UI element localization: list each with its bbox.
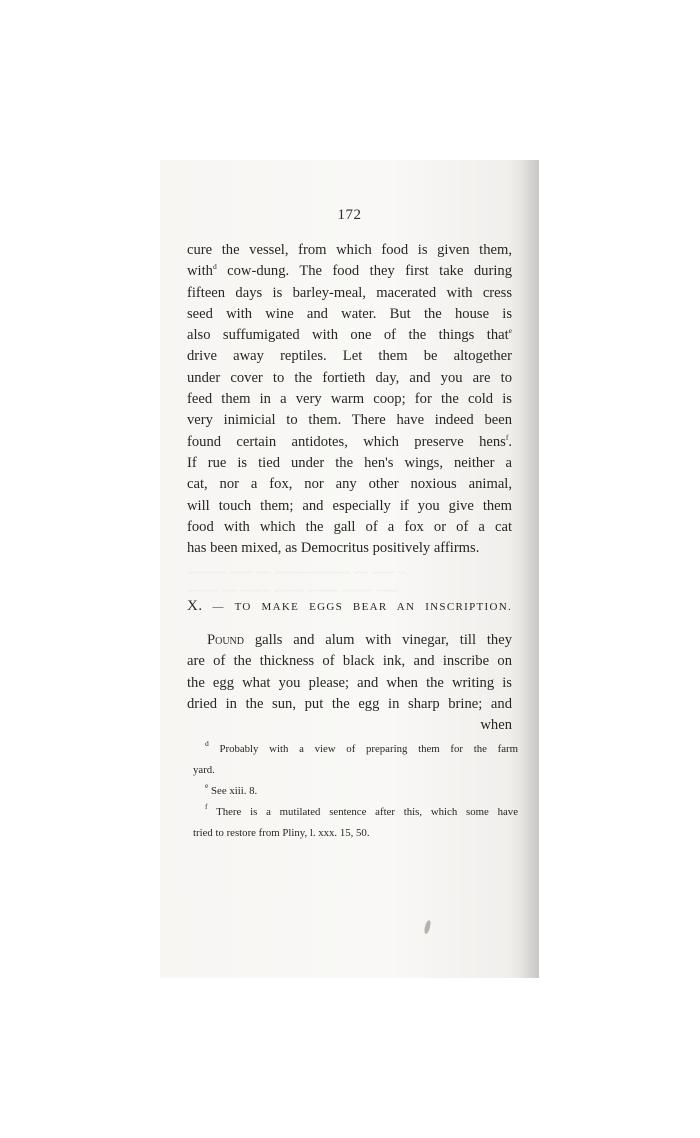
body-line: cat, nor a fox, nor any other noxious animal,: [187, 476, 512, 493]
body-line: feed them in a very warm coop; for the cold is: [187, 391, 512, 408]
footnote-mark-e: e: [508, 326, 512, 336]
bleed-through-text: ~ ~~~ ~~ ~~~~~~~~~~ ~~ ~~~ ~~~~~: [188, 566, 406, 581]
section-first-word: Pound: [207, 632, 245, 648]
body-line: very inimicial to them. There have indeed been: [187, 412, 512, 429]
body-line: drive away reptiles. Let them be altogether: [187, 348, 512, 365]
section-line: are of the thickness of black ink, and inscribe on: [187, 653, 512, 670]
body-line: also suffumigated with one of the things that$^e$: [187, 326, 512, 344]
section-line: dried in the sun, put the egg in sharp brine; and: [187, 695, 512, 712]
body-line: fifteen days is barley-meal, macerated with cress: [187, 284, 512, 301]
section-title: TO MAKE EGGS BEAR AN INSCRIPTION.: [234, 601, 513, 613]
section-line: the egg what you please; and when the writing is: [187, 674, 512, 691]
section-text: [187, 630, 512, 736]
book-page: [160, 160, 539, 978]
body-line: under cover to the fortieth day, and you are to: [187, 369, 512, 386]
section-heading: [187, 596, 512, 616]
body-line: seed with wine and water. But the house is: [187, 305, 512, 322]
footnote-mark-f: f: [505, 432, 509, 442]
section-dash: —: [202, 601, 235, 613]
body-line: food with which the gall of a fox or of a cat: [187, 518, 512, 535]
body-line: cure the vessel, from which food is given them,: [187, 242, 512, 258]
catchword: when: [480, 717, 512, 734]
bleed-through-text: ~~~ ~~~~ ~~~~ ~~~~ ~~~~ ~~ ~~~~: [188, 584, 399, 599]
footnote-f: $^f$ There is a mutilated sentence after this, which some have: [205, 802, 518, 818]
page-number: 172: [337, 207, 362, 223]
footnote-d-cont: yard.: [193, 764, 215, 776]
footnote-f-cont: tried to restore from Pliny, l. xxx. 15, 50.: [193, 827, 370, 839]
body-line: with$^d$ cow-dung. The food they first take during: [187, 262, 512, 280]
page-edge-shadow: [521, 160, 539, 978]
body-text: [187, 240, 512, 559]
ink-smudge: [423, 920, 431, 935]
footnotes: [193, 739, 518, 844]
body-line: If rue is tied under the hen's wings, neither a: [187, 454, 512, 471]
body-line: has been mixed, as Democritus positively affirms.: [187, 540, 480, 557]
section-line: Pound galls and alum with vinegar, till they: [207, 632, 512, 648]
footnote-e: $^e$ See xiii. 8.: [205, 781, 258, 797]
body-line: found certain antidotes, which preserve hens$^f$.: [187, 432, 512, 450]
footnote-d: $^d$ Probably with a view of preparing them for the farm: [205, 739, 518, 755]
footnote-mark-d: d: [212, 262, 217, 272]
body-line: will touch them; and especially if you give them: [187, 497, 512, 514]
section-number: X.: [187, 598, 203, 614]
